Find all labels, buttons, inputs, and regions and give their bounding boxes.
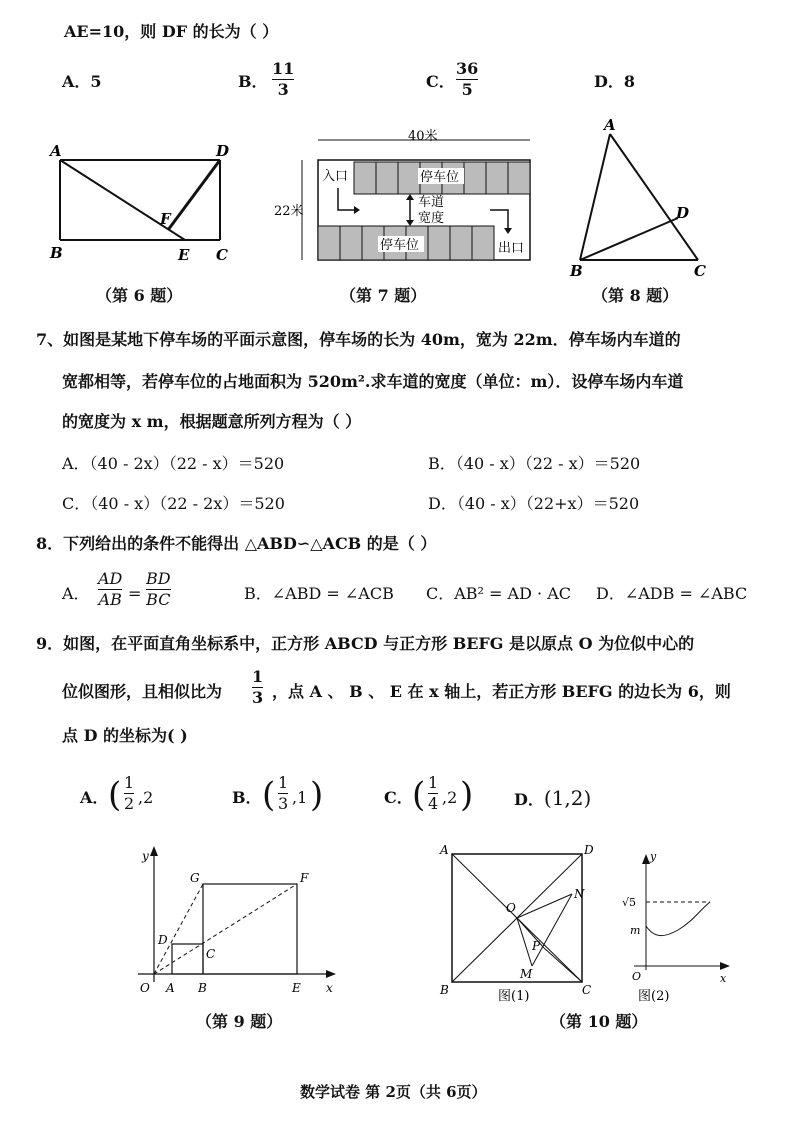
fig7-spot-bottom: 停车位 xyxy=(380,238,420,253)
fig9-label-d: D xyxy=(158,933,168,947)
fig7-spot-top: 停车位 xyxy=(420,170,460,185)
q7-option-c[interactable]: C．（40 - x）（22 - 2x）＝520 xyxy=(62,494,285,513)
fig10-sub2: 图(2) xyxy=(638,989,670,1004)
fig8-caption: （第 8 题） xyxy=(592,286,679,305)
fig7-width-label: 40米 xyxy=(408,129,438,144)
fig9-label-a: A xyxy=(166,981,175,995)
q6-option-c-label[interactable]: C． xyxy=(426,72,455,91)
figure-6 xyxy=(40,140,240,270)
q7-line-3: 的宽度为 x m，根据题意所列方程为（ ） xyxy=(62,412,362,431)
fig6-caption: （第 6 题） xyxy=(96,286,183,305)
q8-option-a-frac1: AD AB xyxy=(98,569,123,609)
figure-9 xyxy=(128,842,348,1002)
fig10-label-n: N xyxy=(574,887,585,901)
q6-option-b-fraction: 11 3 xyxy=(272,59,295,99)
figure-8 xyxy=(560,112,720,282)
fig7-caption: （第 7 题） xyxy=(340,286,427,305)
page-footer: 数学试卷 第 2页（共 6页） xyxy=(300,1083,487,1101)
fig8-label-a: A xyxy=(604,116,616,134)
q9-option-a-label[interactable]: A． xyxy=(80,788,109,807)
fig10-label-o2: O xyxy=(632,970,642,983)
q8-stem: 8．下列给出的条件不能得出 △ABD∽△ACB 的是（ ） xyxy=(36,534,437,553)
fig10-label-a: A xyxy=(440,843,449,857)
fig7-exit: 出口 xyxy=(498,241,525,256)
fig9-label-x: x xyxy=(326,981,333,995)
q9-option-c-rest: ,2 xyxy=(442,788,458,807)
q8-option-c[interactable]: C．AB² = AD · AC xyxy=(426,584,571,603)
q7-option-b[interactable]: B．（40 - x）（22 - x）＝520 xyxy=(428,454,641,473)
q6-option-d[interactable]: D．8 xyxy=(594,72,636,91)
figure-7 xyxy=(268,128,540,268)
q8-option-a-frac2: BD BC xyxy=(146,569,171,609)
fig6-label-d: D xyxy=(216,142,230,160)
q9-option-b-frac: 1 3 xyxy=(278,773,289,813)
q6-stem-tail: AE=10，则 DF 的长为（ ） xyxy=(64,22,279,41)
fig10-label-sqrt5: √5 xyxy=(622,896,637,909)
fig10-label-b: B xyxy=(440,983,449,997)
q9-option-d[interactable]: D．(1,2) xyxy=(514,786,592,810)
fig6-label-a: A xyxy=(50,142,62,160)
fig9-label-b: B xyxy=(198,981,207,995)
fig8-label-c: C xyxy=(694,262,706,280)
figure-10 xyxy=(434,838,734,1010)
q9-option-a-frac: 1 2 xyxy=(124,773,135,813)
q7-line-2: 宽都相等，若停车位的占地面积为 520m².求车道的宽度（单位：m）．设停车场内车道 xyxy=(62,372,684,391)
q7-option-a[interactable]: A．（40 - 2x）（22 - x）＝520 xyxy=(62,454,285,473)
fig9-label-f: F xyxy=(300,871,309,885)
fig6-label-e: E xyxy=(178,246,190,264)
fig9-label-y: y xyxy=(142,849,149,863)
q6-option-a[interactable]: A．5 xyxy=(62,72,102,91)
fig7-height-label: 22米 xyxy=(274,204,304,219)
fig7-entrance: 入口 xyxy=(322,169,349,184)
q9-option-c-frac: 1 4 xyxy=(428,773,439,813)
q9-option-b-label[interactable]: B． xyxy=(232,788,262,807)
fig6-label-f: F xyxy=(160,210,171,228)
fig10-label-p: P xyxy=(532,939,541,953)
fig10-sub1: 图(1) xyxy=(498,989,530,1004)
q9-line-3: 点 D 的坐标为( ) xyxy=(62,726,188,745)
fig10-label-d: D xyxy=(584,843,594,857)
q9-option-c-label[interactable]: C． xyxy=(384,788,413,807)
fig10-label-m: M xyxy=(520,967,533,981)
q6-option-c-fraction: 36 5 xyxy=(456,59,479,99)
fig9-label-g: G xyxy=(190,871,200,885)
q7-line-1: 7、如图是某地下停车场的平面示意图，停车场的长为 40m，宽为 22m．停车场内车道的 xyxy=(36,330,681,349)
fig10-label-c: C xyxy=(582,983,592,997)
fig10-label-o: O xyxy=(506,901,516,915)
q9-ratio: 1 3 xyxy=(252,667,264,707)
q9-option-a-rest: ,2 xyxy=(138,788,154,807)
fig9-label-c: C xyxy=(206,947,216,961)
fig8-label-b: B xyxy=(570,262,583,280)
fig9-label-o: O xyxy=(140,981,150,995)
q8-option-a-label[interactable]: A． xyxy=(62,584,90,603)
q8-option-d[interactable]: D．∠ADB = ∠ABC xyxy=(596,584,748,603)
fig10-label-m: m xyxy=(630,924,641,937)
q8-option-b[interactable]: B．∠ABD = ∠ACB xyxy=(244,584,394,603)
fig6-label-c: C xyxy=(216,246,228,264)
fig10-label-x: x xyxy=(720,972,727,985)
fig9-label-e: E xyxy=(292,981,301,995)
fig10-label-y: y xyxy=(650,850,657,863)
q9-line-2a: 位似图形，且相似比为 xyxy=(62,682,223,701)
fig9-caption: （第 9 题） xyxy=(196,1012,283,1031)
q7-option-d[interactable]: D．（40 - x）（22+x）＝520 xyxy=(428,494,640,513)
fig10-caption: （第 10 题） xyxy=(550,1012,648,1031)
fig6-label-b: B xyxy=(50,244,63,262)
q9-line-2b: ，点 A 、 B 、 E 在 x 轴上，若正方形 BEFG 的边长为 6，则 xyxy=(272,682,731,701)
fig7-road-label: 车道 xyxy=(418,195,445,210)
fig8-label-d: D xyxy=(676,204,690,222)
q9-option-b-rest: ,1 xyxy=(292,788,308,807)
fig7-width-label-2: 宽度 xyxy=(418,211,445,226)
q8-option-a-equals: = xyxy=(128,584,142,603)
q9-line-1: 9．如图，在平面直角坐标系中，正方形 ABCD 与正方形 BEFG 是以原点 O 为位似中心的 xyxy=(36,634,695,653)
q6-option-b-label[interactable]: B． xyxy=(238,72,268,91)
